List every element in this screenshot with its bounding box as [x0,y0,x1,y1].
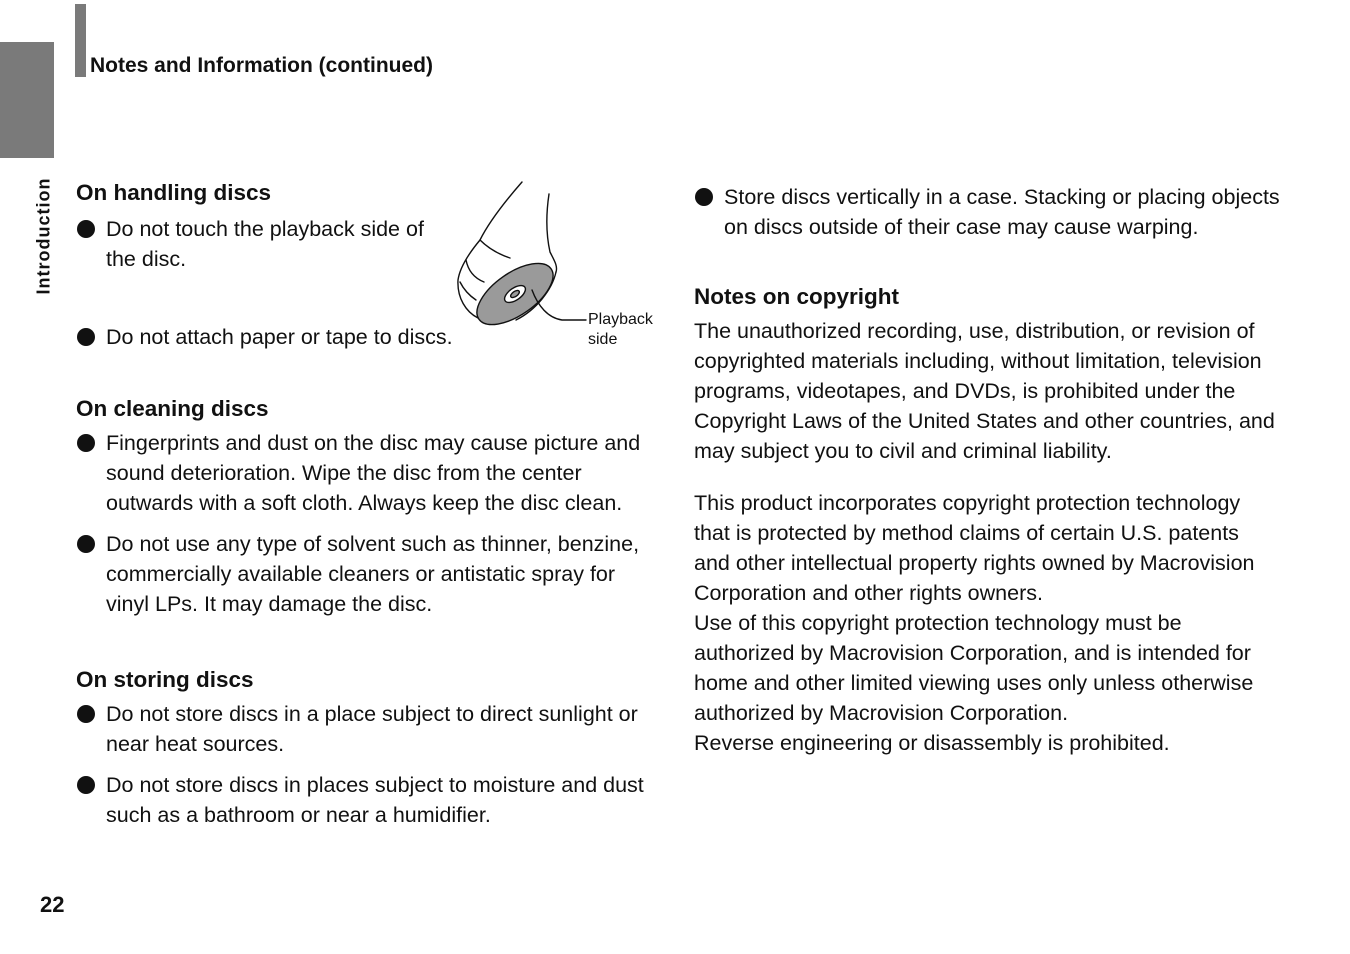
list-storing-continued [694,182,1280,242]
section-tab [0,42,54,158]
list-storing [76,699,660,830]
list-item [76,770,660,830]
bullet-icon [77,535,95,553]
list-item-text: Do not attach paper or tape to discs. [106,325,453,349]
list-item-text: Do not store discs in places subject to moisture and dust such as a bathroom or near a humidifier. [106,773,644,827]
copyright-paragraph-1: The unauthorized recording, use, distribution, or revision of copyrighted materials including, without limitation, television programs, videotapes, and DVDs, is prohibited under the Copyright Laws of the United States and other countries, and may subject you to civil and criminal liability. [694,319,1275,463]
disc-illustration [450,178,665,356]
list-item [76,214,446,274]
list-item-text: Do not touch the playback side of the disc. [106,217,424,271]
list-item-text: Store discs vertically in a case. Stacking or placing objects on discs outside of their case may cause warping. [724,185,1280,239]
list-cleaning [76,428,660,619]
bullet-icon [77,328,95,346]
copyright-paragraph-2: This product incorporates copyright protection technology that is protected by method claims of certain U.S. patents and other intellectual property rights owned by Macrovision Corporation and other rights owners. [694,491,1255,605]
heading-copyright: Notes on copyright [694,284,900,309]
bullet-icon [695,188,713,206]
list-item [76,699,660,759]
section-copyright [694,280,1280,758]
header-bar [75,4,86,77]
page-number: 22 [40,892,65,917]
copyright-paragraph-4: Reverse engineering or disassembly is prohibited. [694,731,1170,755]
section-storing [76,663,660,830]
heading-handling: On handling discs [76,180,272,205]
bullet-icon [77,705,95,723]
right-column [694,182,1280,758]
figure-caption: Playback side [588,311,653,348]
heading-cleaning: On cleaning discs [76,396,269,421]
list-item-text: Do not use any type of solvent such as thinner, benzine, commercially available cleaners or antistatic spray for vinyl LPs. It may damage the disc. [106,532,640,616]
list-item [76,529,660,619]
list-item-text: Do not store discs in a place subject to direct sunlight or near heat sources. [106,702,638,756]
bullet-icon [77,776,95,794]
page-title: Notes and Information (continued) [90,54,433,77]
section-cleaning [76,392,660,619]
bullet-icon [77,220,95,238]
section-label: Introduction [33,177,54,295]
list-item-text: Fingerprints and dust on the disc may cause picture and sound deterioration. Wipe the disc from the center outwards with a soft cloth. Always keep the disc clean. [106,431,641,515]
list-item [76,428,660,518]
bullet-icon [77,434,95,452]
heading-storing: On storing discs [76,667,254,692]
copyright-paragraph-3: Use of this copyright protection technology must be authorized by Macrovision Corporation, and is intended for home and other limited viewing uses only unless otherwise authorized by Macrovision Corporation. [694,611,1254,725]
list-item [694,182,1280,242]
